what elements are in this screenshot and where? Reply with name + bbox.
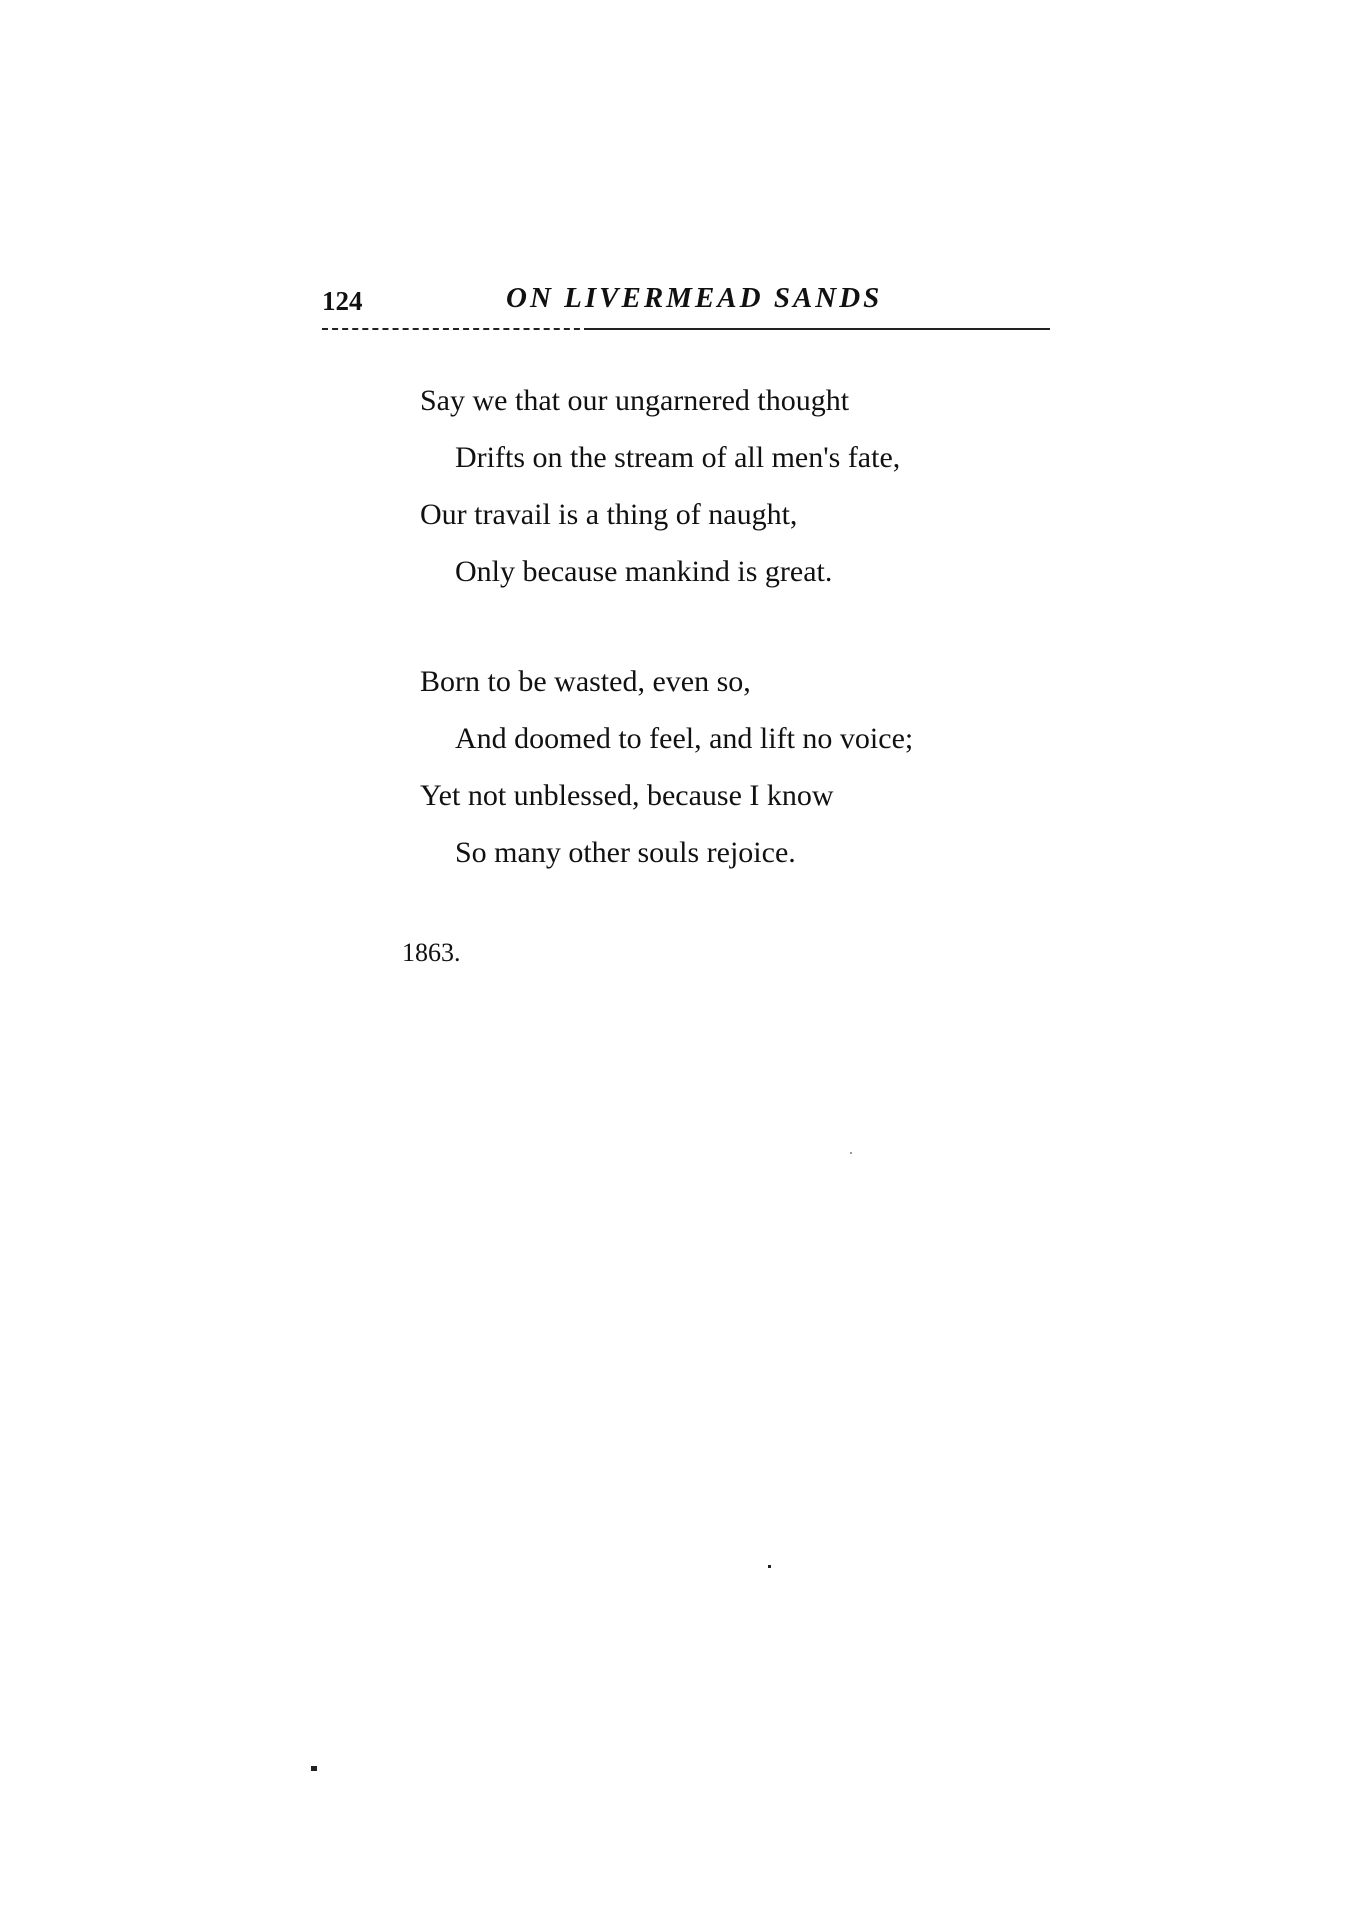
- poem-line: Only because mankind is great.: [455, 555, 833, 588]
- header-rule-dashed-segment: [322, 328, 590, 330]
- scan-speck: [311, 1766, 317, 1771]
- running-title: ON LIVERMEAD SANDS: [506, 282, 883, 314]
- poem-line: Born to be wasted, even so,: [420, 665, 751, 698]
- poem-line: Our travail is a thing of naught,: [420, 498, 798, 531]
- stanza: [420, 372, 1060, 600]
- poem-line: Say we that our ungarnered thought: [420, 384, 850, 417]
- poem-line: And doomed to feel, and lift no voice;: [455, 722, 914, 755]
- poem-line: Drifts on the stream of all men's fate,: [455, 441, 901, 474]
- scan-speck: [768, 1565, 771, 1568]
- stanza: [420, 653, 1060, 881]
- poem-line: Yet not unblessed, because I know: [420, 779, 834, 812]
- page-number: 124: [322, 286, 363, 316]
- scan-speck: [850, 1152, 852, 1154]
- poem: [420, 372, 1060, 881]
- poem-line: So many other souls rejoice.: [455, 836, 796, 869]
- poem-date: 1863.: [402, 938, 461, 967]
